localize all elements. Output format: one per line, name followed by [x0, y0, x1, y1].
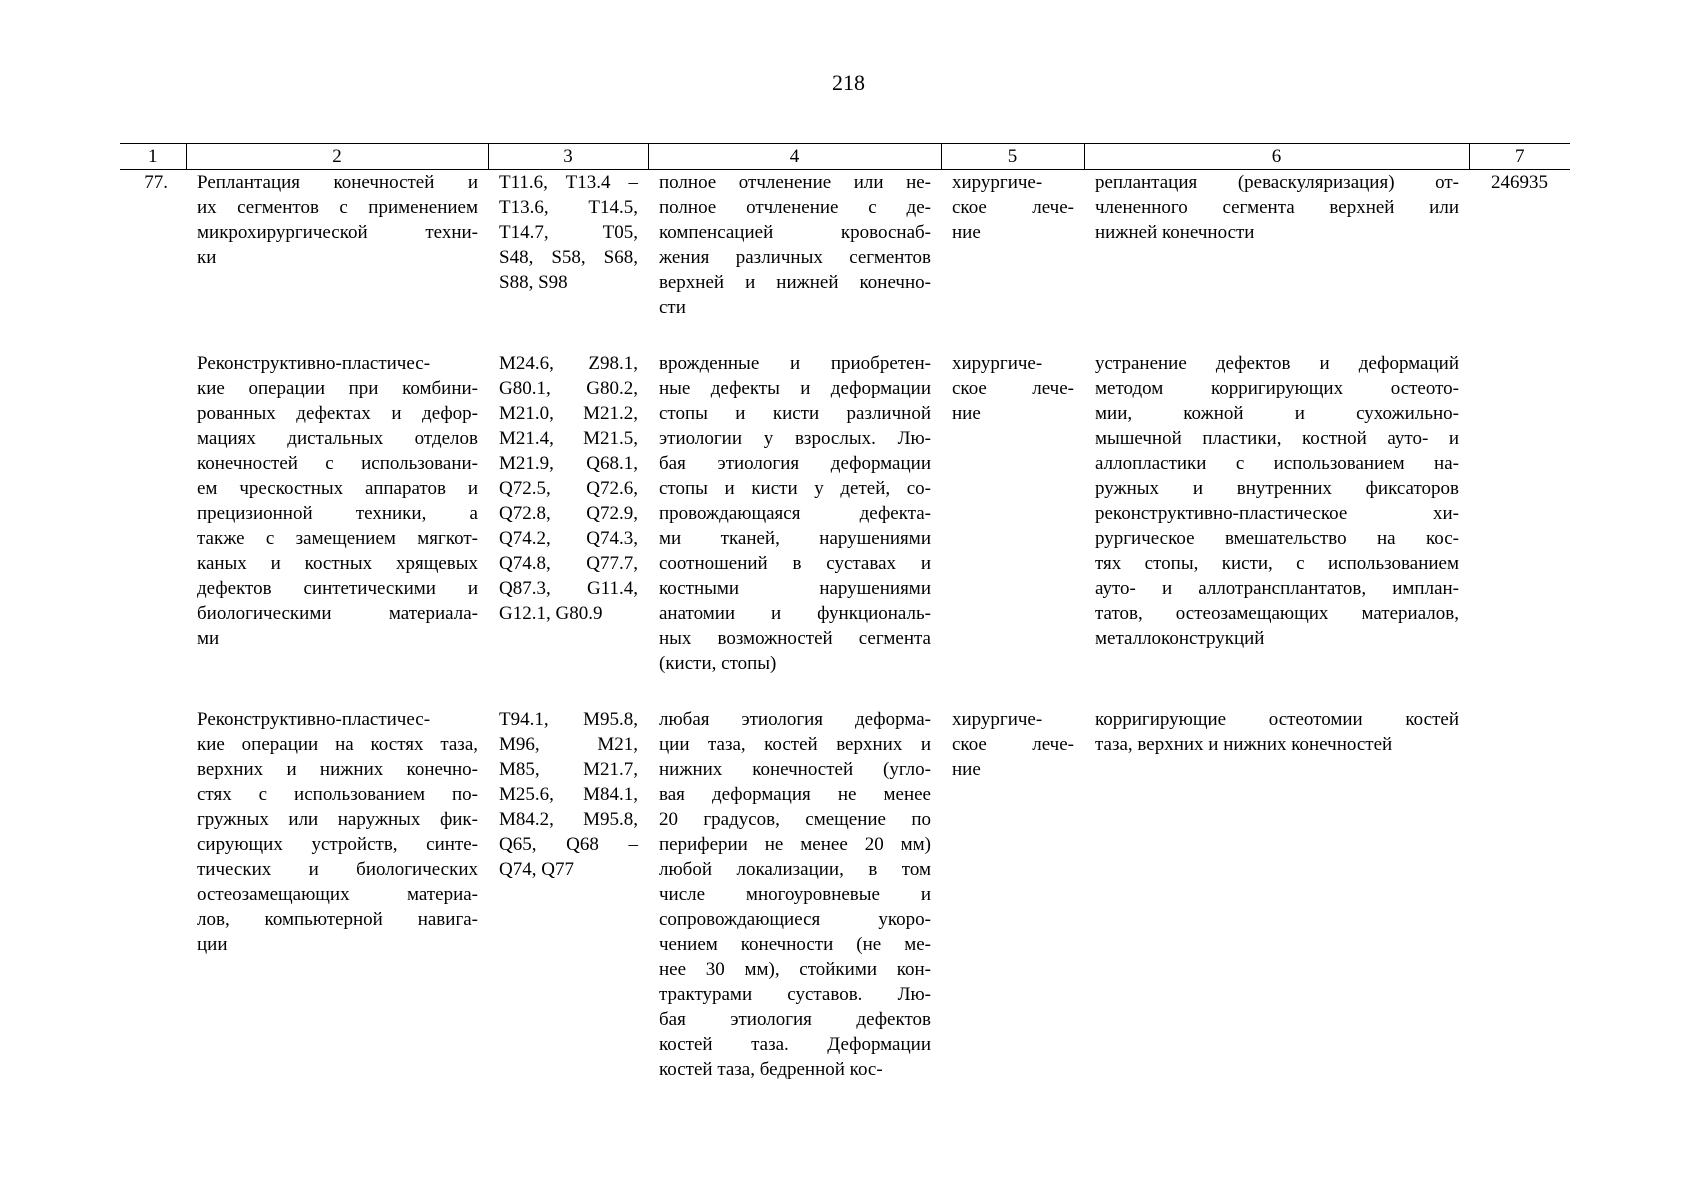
- text-line: ных возможностей сегмента: [659, 628, 931, 649]
- text-line: хирургиче-: [952, 709, 1043, 730]
- cell-treatment-type: [941, 170, 1084, 321]
- text-line: кие операции на костях таза,: [197, 734, 478, 755]
- text-line: M21.4, M21.5,: [499, 428, 638, 449]
- text-line: периферии не менее 20 мм): [659, 834, 931, 855]
- text-line: корригирующие остеотомии костей: [1095, 709, 1459, 730]
- table-header: [120, 144, 1570, 170]
- column-header-7: 7: [1469, 144, 1570, 170]
- text-line: тических и биологических: [197, 859, 478, 880]
- text-line: сти: [659, 297, 686, 318]
- text-line: (кисти, стопы): [659, 653, 777, 674]
- text-line: мациях дистальных отделов: [197, 428, 478, 449]
- table-row: [120, 170, 1570, 321]
- text-line: их сегментов с применением: [197, 197, 478, 218]
- column-header-4: 4: [648, 144, 941, 170]
- cell-treatment-method: [1084, 676, 1469, 1082]
- text-line: T13.6, T14.5,: [499, 197, 638, 218]
- text-line: G80.1, G80.2,: [499, 378, 638, 399]
- text-line: Реконструктивно-пластичес-: [197, 709, 431, 730]
- text-line: члененного сегмента верхней или: [1095, 197, 1459, 218]
- text-line: рургическое вмешательство на кос-: [1095, 528, 1459, 549]
- cell-service-name: [186, 320, 488, 676]
- cell-cost: [1469, 320, 1570, 676]
- text-line: ми: [197, 628, 220, 649]
- cell-row-number: [120, 320, 186, 676]
- cell-row-number: [120, 676, 186, 1082]
- text-line: стопы и кисти различной: [659, 403, 931, 424]
- text-line: соотношений в суставах и: [659, 553, 931, 574]
- text-line: ружных и внутренних фиксаторов: [1095, 478, 1459, 499]
- cell-diagnosis-codes: [488, 676, 648, 1082]
- text-line: ние: [952, 759, 981, 780]
- page-number: 218: [832, 70, 865, 95]
- text-line: методом корригирующих остеото-: [1095, 378, 1459, 399]
- text-line: G12.1, G80.9: [499, 603, 603, 624]
- cell-service-name: [186, 170, 488, 321]
- text-line: аллопластики с использованием на-: [1095, 453, 1459, 474]
- text-line: хирургиче-: [952, 172, 1043, 193]
- text-line: остеозамещающих материа-: [197, 884, 478, 905]
- text-line: M85, M21.7,: [499, 759, 638, 780]
- services-table: [120, 143, 1570, 1082]
- text-line: полное отчленение или не-: [659, 172, 931, 193]
- text-line: костей таза. Деформации: [659, 1034, 931, 1055]
- cell-patient-model: [648, 676, 941, 1082]
- text-line: ные дефекты и деформации: [659, 378, 931, 399]
- column-header-1: 1: [120, 144, 186, 170]
- text-line: T14.7, T05,: [499, 222, 638, 243]
- text-line: Q65, Q68 –: [499, 834, 638, 855]
- cell-service-name: [186, 676, 488, 1082]
- text-line: металлоконструкций: [1095, 628, 1265, 649]
- cell-treatment-method: [1084, 170, 1469, 321]
- text-line: рованных дефектах и дефор-: [197, 403, 478, 424]
- text-line: Q87.3, G11.4,: [499, 578, 638, 599]
- text-line: ское лече-: [952, 378, 1074, 399]
- text-line: T94.1, M95.8,: [499, 709, 638, 730]
- text-line: M24.6, Z98.1,: [499, 353, 638, 374]
- text-line: реплантация (реваскуляризация) от-: [1095, 172, 1459, 193]
- text-line: компенсацией кровоснаб-: [659, 222, 931, 243]
- cell-diagnosis-codes: [488, 320, 648, 676]
- text-line: M84.2, M95.8,: [499, 809, 638, 830]
- text-line: этиологии у взрослых. Лю-: [659, 428, 931, 449]
- table-row: [120, 320, 1570, 676]
- text-line: провождающаяся дефекта-: [659, 503, 931, 524]
- cell-treatment-type: [941, 320, 1084, 676]
- text-line: M96, M21,: [499, 734, 638, 755]
- text-line: Q74, Q77: [499, 859, 574, 880]
- cell-cost: 246935: [1491, 172, 1548, 193]
- text-line: ки: [197, 247, 217, 268]
- text-line: стопы и кисти у детей, со-: [659, 478, 931, 499]
- text-line: хирургиче-: [952, 353, 1043, 374]
- text-line: чением конечности (не ме-: [659, 934, 931, 955]
- text-line: стях с использованием по-: [197, 784, 478, 805]
- text-line: Q74.2, Q74.3,: [499, 528, 638, 549]
- text-line: ции таза, костей верхних и: [659, 734, 931, 755]
- text-line: костными нарушениями: [659, 578, 931, 599]
- cell-patient-model: [648, 320, 941, 676]
- text-line: тях стопы, кисти, с использованием: [1095, 553, 1459, 574]
- text-line: ние: [952, 403, 981, 424]
- text-line: любая этиология деформа-: [659, 709, 931, 730]
- column-header-2: 2: [186, 144, 488, 170]
- text-line: микрохирургической техни-: [197, 222, 478, 243]
- text-line: нижней конечности: [1095, 222, 1255, 243]
- text-line: мышечной пластики, костной ауто- и: [1095, 428, 1459, 449]
- column-header-5: 5: [941, 144, 1084, 170]
- cell-patient-model: [648, 170, 941, 321]
- cell-diagnosis-codes: [488, 170, 648, 321]
- text-line: костей таза, бедренной кос-: [659, 1059, 883, 1080]
- text-line: кие операции при комбини-: [197, 378, 478, 399]
- text-line: вая деформация не менее: [659, 784, 931, 805]
- text-line: жения различных сегментов: [659, 247, 931, 268]
- text-line: ние: [952, 222, 981, 243]
- column-header-6: 6: [1084, 144, 1469, 170]
- cell-treatment-method: [1084, 320, 1469, 676]
- text-line: ции: [197, 934, 228, 955]
- text-line: устранение дефектов и деформаций: [1095, 353, 1459, 374]
- text-line: реконструктивно-пластическое хи-: [1095, 503, 1459, 524]
- text-line: также с замещением мягкот-: [197, 528, 478, 549]
- text-line: верхней и нижней конечно-: [659, 272, 931, 293]
- text-line: 20 градусов, смещение по: [659, 809, 931, 830]
- text-line: ауто- и аллотрансплантатов, имплан-: [1095, 578, 1459, 599]
- text-line: мии, кожной и сухожильно-: [1095, 403, 1459, 424]
- text-line: анатомии и функциональ-: [659, 603, 931, 624]
- text-line: ем чрескостных аппаратов и: [197, 478, 478, 499]
- text-line: любой локализации, в том: [659, 859, 931, 880]
- text-line: Реплантация конечностей и: [197, 172, 478, 193]
- text-line: татов, остеозамещающих материалов,: [1095, 603, 1459, 624]
- text-line: прецизионной техники, а: [197, 503, 478, 524]
- text-line: конечностей с использовани-: [197, 453, 478, 474]
- column-header-3: 3: [488, 144, 648, 170]
- text-line: ское лече-: [952, 197, 1074, 218]
- text-line: дефектов синтетическими и: [197, 578, 478, 599]
- text-line: Q72.8, Q72.9,: [499, 503, 638, 524]
- table-row: [120, 676, 1570, 1082]
- text-line: сопровождающиеся укоро-: [659, 909, 931, 930]
- text-line: ми тканей, нарушениями: [659, 528, 931, 549]
- text-line: ское лече-: [952, 734, 1074, 755]
- text-line: таза, верхних и нижних конечностей: [1095, 734, 1393, 755]
- text-line: нижних конечностей (угло-: [659, 759, 931, 780]
- text-line: верхних и нижних конечно-: [197, 759, 478, 780]
- text-line: лов, компьютерной навига-: [197, 909, 478, 930]
- text-line: биологическими материала-: [197, 603, 478, 624]
- text-line: Q72.5, Q72.6,: [499, 478, 638, 499]
- text-line: Реконструктивно-пластичес-: [197, 353, 431, 374]
- text-line: M21.9, Q68.1,: [499, 453, 638, 474]
- text-line: Q74.8, Q77.7,: [499, 553, 638, 574]
- text-line: T11.6, T13.4 –: [499, 172, 638, 193]
- text-line: M25.6, M84.1,: [499, 784, 638, 805]
- cell-cost: [1469, 676, 1570, 1082]
- text-line: нее 30 мм), стойкими кон-: [659, 959, 931, 980]
- text-line: сирующих устройств, синте-: [197, 834, 478, 855]
- text-line: трактурами суставов. Лю-: [659, 984, 931, 1005]
- text-line: числе многоуровневые и: [659, 884, 931, 905]
- text-line: бая этиология дефектов: [659, 1009, 931, 1030]
- text-line: полное отчленение с де-: [659, 197, 931, 218]
- text-line: S88, S98: [499, 272, 568, 293]
- text-line: каных и костных хрящевых: [197, 553, 478, 574]
- cell-row-number: 77.: [144, 172, 168, 193]
- text-line: гружных или наружных фик-: [197, 809, 478, 830]
- text-line: M21.0, M21.2,: [499, 403, 638, 424]
- text-line: врожденные и приобретен-: [659, 353, 931, 374]
- cell-treatment-type: [941, 676, 1084, 1082]
- text-line: S48, S58, S68,: [499, 247, 638, 268]
- text-line: бая этиология деформации: [659, 453, 931, 474]
